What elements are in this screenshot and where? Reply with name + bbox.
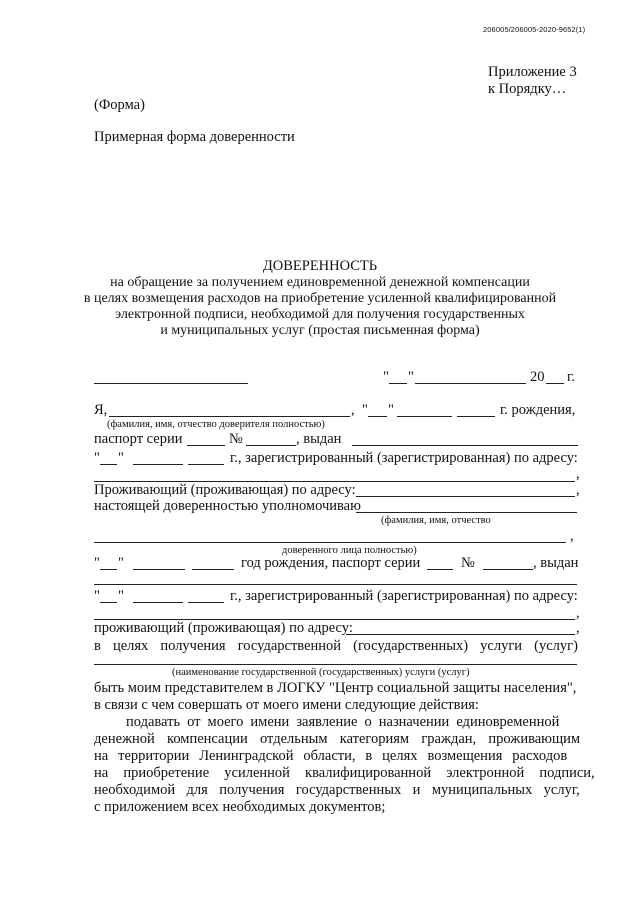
- service-name-note: (наименование государственной (государственных) услуги (услуг): [172, 667, 470, 678]
- body-p2-line-5: [94, 782, 580, 799]
- line-end-comma-1: ,: [576, 466, 580, 482]
- purpose-word: целях: [112, 638, 149, 654]
- agent-birth-year-blank[interactable]: [192, 569, 234, 570]
- agent-passport-number-sign: №: [461, 555, 475, 571]
- passport-series-label: паспорт серии: [94, 431, 183, 447]
- issue-month-blank[interactable]: [133, 464, 183, 465]
- purpose-line: [94, 638, 578, 655]
- principal-fio-blank[interactable]: [109, 416, 350, 417]
- birth-close-quote: ": [388, 402, 394, 418]
- birth-year-blank[interactable]: [457, 416, 495, 417]
- principal-comma: ,: [351, 402, 355, 418]
- birth-day-blank[interactable]: [368, 416, 387, 417]
- passport-number-blank[interactable]: [246, 445, 296, 446]
- year-suffix: г.: [567, 369, 575, 385]
- trusted-fio-note: (фамилия, имя, отчество: [381, 515, 491, 526]
- body-p2-text: необходимой для получения государственных и муниципальных услуг,: [94, 782, 580, 798]
- purpose-word: (государственных): [353, 638, 469, 654]
- date-close-quote: ": [408, 369, 414, 385]
- purpose-word: получения: [160, 638, 226, 654]
- living-label: Проживающий (проживающая) по адресу:: [94, 482, 356, 498]
- agent-birth-day-blank[interactable]: [100, 569, 117, 570]
- body-p2-text: подавать от моего имени заявление о назначении единовременной: [126, 714, 560, 730]
- agent-birth-open-quote: ": [94, 555, 100, 571]
- agent-issued-label: , выдан: [533, 555, 579, 571]
- body-p2-text: денежной компенсации отдельным категориям граждан, проживающим: [94, 731, 581, 747]
- passport-series-blank[interactable]: [187, 445, 225, 446]
- issue-close-quote: ": [118, 450, 124, 466]
- agent-issue-year-blank[interactable]: [188, 602, 224, 603]
- line-end-comma-5: ,: [576, 620, 580, 636]
- body-p1-line-2: в связи с чем совершать от моего имени следующие действия:: [94, 697, 479, 713]
- place-blank[interactable]: [94, 383, 248, 384]
- doc-heading: ДОВЕРЕННОСТЬ: [262, 258, 378, 274]
- agent-birth-month-blank[interactable]: [133, 569, 185, 570]
- purpose-word: (услуг): [534, 638, 578, 654]
- passport-issued-blank[interactable]: [352, 445, 578, 446]
- year-prefix: 20: [530, 369, 545, 385]
- agent-issue-month-blank[interactable]: [133, 602, 183, 603]
- month-blank[interactable]: [415, 383, 526, 384]
- body-p2-line-2: [94, 731, 581, 748]
- purpose-word: в: [94, 638, 101, 654]
- trusted-person-note: доверенного лица полностью): [282, 545, 417, 556]
- body-p1-line-1: быть моим представителем в ЛОГКУ "Центр социальной защиты населения",: [94, 680, 577, 696]
- principal-ya: Я,: [94, 402, 108, 418]
- heading-line-1: на обращение за получением единовременной денежной компенсации: [110, 275, 530, 290]
- appendix-line-1: Приложение 3: [488, 64, 577, 80]
- issue-year-blank[interactable]: [188, 464, 224, 465]
- birth-month-blank[interactable]: [397, 416, 452, 417]
- agent-living-address-blank[interactable]: [346, 634, 575, 635]
- heading-line-2: в целях возмещения расходов на приобретение усиленной квалифицированной: [83, 291, 557, 306]
- appendix-line-2: к Порядку…: [488, 81, 567, 97]
- body-p2-line-4: [94, 765, 595, 782]
- form-label: (Форма): [94, 97, 145, 113]
- agent-registered-label: г., зарегистрированный (зарегистрированная) по адресу:: [230, 588, 578, 604]
- body-p2-line-1: [126, 714, 577, 731]
- issue-open-quote: ": [94, 450, 100, 466]
- line-end-comma-2: ,: [576, 482, 580, 498]
- agent-issue-close-quote: ": [118, 588, 124, 604]
- birth-open-quote: ": [362, 402, 368, 418]
- agent-passport-series-blank[interactable]: [427, 569, 453, 570]
- purpose-word: услуги: [480, 638, 523, 654]
- purpose-word: государственной: [237, 638, 342, 654]
- living-address-blank[interactable]: [356, 496, 575, 497]
- birth-label: г. рождения,: [500, 402, 576, 418]
- document-code: 206005/206005-2020-9652(1): [483, 25, 586, 34]
- issue-day-blank[interactable]: [100, 464, 117, 465]
- year-blank[interactable]: [546, 383, 564, 384]
- agent-living-label: проживающий (проживающая) по адресу:: [94, 620, 353, 636]
- form-title: Примерная форма доверенности: [94, 129, 295, 145]
- passport-number-sign: №: [229, 431, 243, 447]
- authorize-label: настоящей доверенностью уполномочиваю: [94, 498, 361, 514]
- heading-line-3: электронной подписи, необходимой для получения государственных: [115, 307, 525, 322]
- date-open-quote: ": [383, 369, 389, 385]
- agent-birth-passport-label: год рождения, паспорт серии: [241, 555, 421, 571]
- line-end-comma-3: ,: [570, 528, 574, 544]
- agent-birth-close-quote: ": [118, 555, 124, 571]
- body-p2-line-3: [94, 748, 577, 765]
- body-p2-text: на приобретение усиленной квалифицированной электронной подписи,: [94, 765, 595, 781]
- agent-issue-open-quote: ": [94, 588, 100, 604]
- agent-issue-day-blank[interactable]: [100, 602, 117, 603]
- body-p2-text: на территории Ленинградской области, в целях возмещения расходов: [94, 748, 568, 764]
- agent-passport-number-blank[interactable]: [483, 569, 533, 570]
- passport-issued-label: , выдан: [296, 431, 342, 447]
- service-name-blank[interactable]: [94, 664, 577, 665]
- trusted-fio-blank[interactable]: [356, 512, 577, 513]
- principal-fio-note: (фамилия, имя, отчество доверителя полностью): [107, 419, 325, 430]
- heading-line-4: и муниципальных услуг (простая письменная форма): [160, 323, 480, 338]
- agent-issued-blank[interactable]: [94, 584, 577, 585]
- registered-label: г., зарегистрированный (зарегистрированная) по адресу:: [230, 450, 578, 466]
- line-end-comma-4: ,: [576, 605, 580, 621]
- trusted-fio-blank-2[interactable]: [94, 542, 566, 543]
- day-blank[interactable]: [389, 383, 407, 384]
- body-p2-line-6: с приложением всех необходимых документов;: [94, 799, 386, 815]
